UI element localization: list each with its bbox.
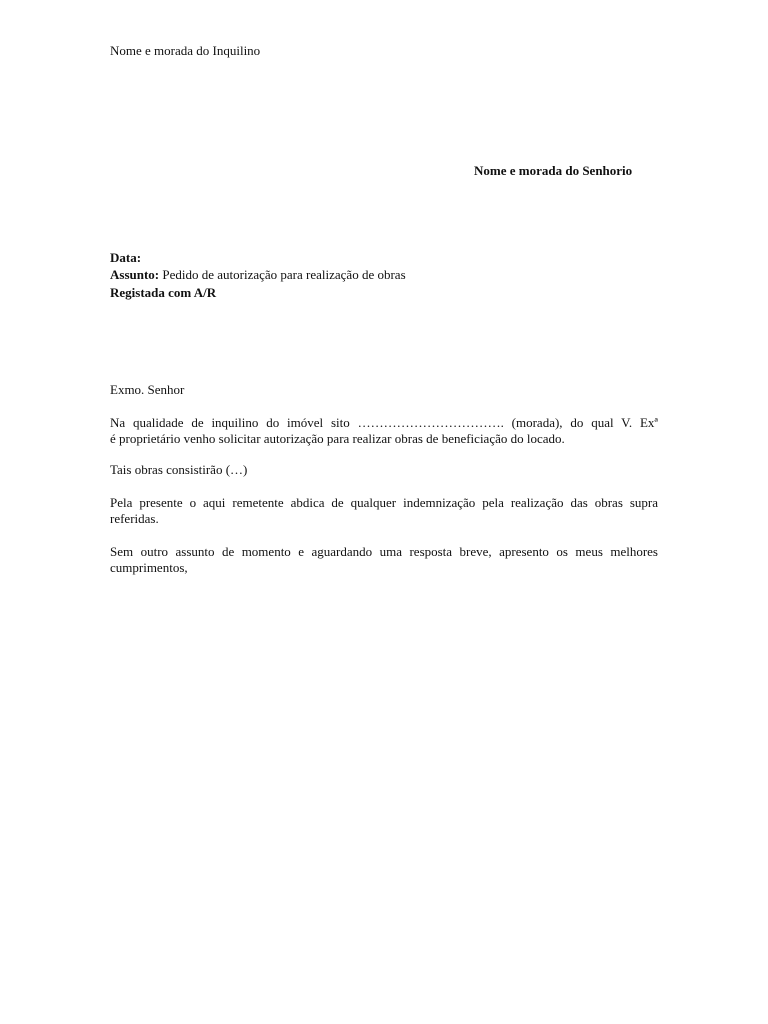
tenant-header: Nome e morada do Inquilino xyxy=(110,43,261,58)
paragraph-works: Tais obras consistirão (…) xyxy=(110,462,248,477)
paragraph-closing xyxy=(110,544,658,576)
paragraph-waiver-line-1: Pela presente o aqui remetente abdica de qualquer indemnização pela realização das obras supra xyxy=(110,495,658,510)
subject-line xyxy=(110,266,406,284)
subject-label: Assunto: xyxy=(110,267,160,282)
salutation: Exmo. Senhor xyxy=(110,382,185,397)
registered-mail-note: Registada com A/R xyxy=(110,285,217,300)
paragraph-waiver xyxy=(110,495,658,527)
paragraph-property-line-1: Na qualidade de inquilino do imóvel sito ……………………………. (morada), do qual V. Exª xyxy=(110,415,658,430)
paragraph-closing-line-2: cumprimentos, xyxy=(110,560,188,575)
subject-text: Pedido de autorização para realização de obras xyxy=(162,267,406,282)
date-label: Data: xyxy=(110,250,142,265)
paragraph-property-line-2: é proprietário venho solicitar autorização para realizar obras de beneficiação do locado. xyxy=(110,431,565,446)
paragraph-property xyxy=(110,415,658,447)
paragraph-closing-line-1: Sem outro assunto de momento e aguardando uma resposta breve, apresento os meus melhores xyxy=(110,544,658,559)
landlord-header: Nome e morada do Senhorio xyxy=(474,163,633,178)
paragraph-waiver-line-2: referidas. xyxy=(110,511,159,526)
